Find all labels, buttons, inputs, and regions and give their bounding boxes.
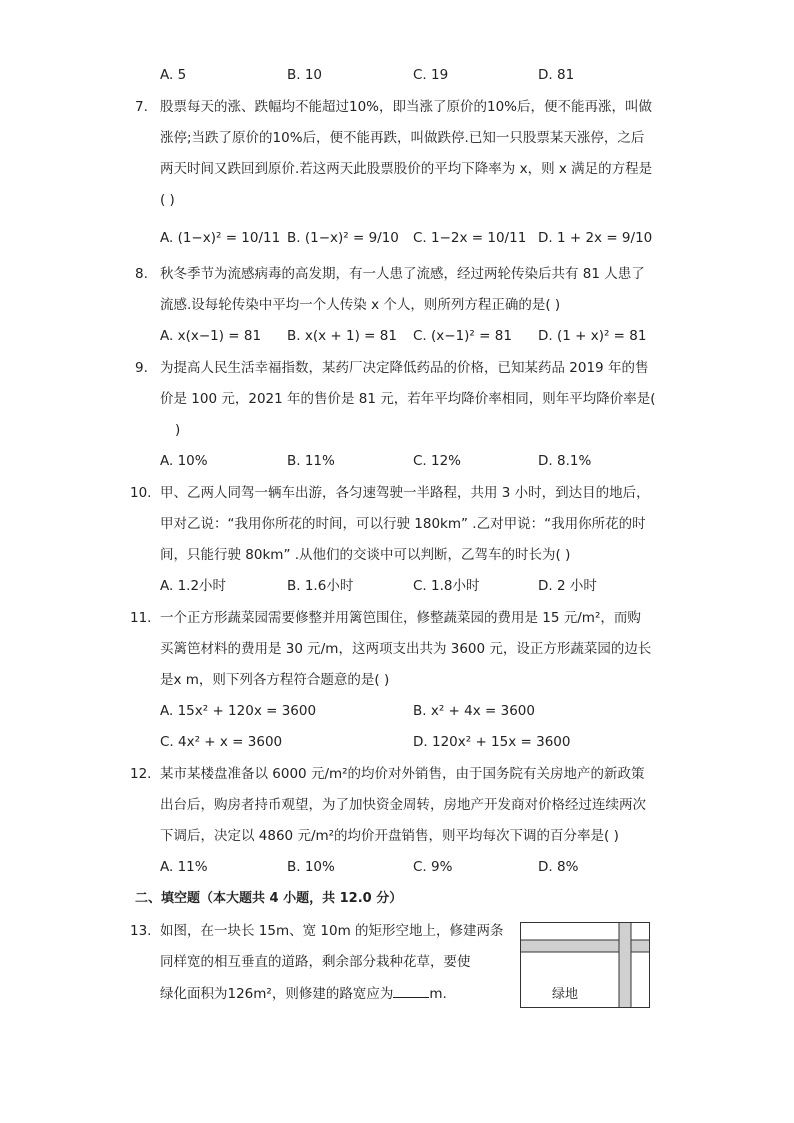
q8-option-a: A. x(x−1) = 81 bbox=[160, 328, 262, 344]
q12-line-1: 某市某楼盘准备以 6000 元/m²的均价对外销售，由于国务院有关房地产的新政策 bbox=[160, 766, 645, 782]
q10-option-b: B. 1.6小时 bbox=[287, 578, 354, 594]
q9-option-a: A. 10% bbox=[160, 453, 208, 469]
q13-answer-blank[interactable] bbox=[393, 983, 429, 998]
q12-option-c: C. 9% bbox=[413, 859, 453, 875]
q12-option-d: D. 8% bbox=[538, 859, 579, 875]
q9-line-1: 为提高人民生活幸福指数，某药厂决定降低药品的价格，已知某药品 2019 年的售 bbox=[160, 360, 649, 376]
q7-number: 7. bbox=[135, 99, 148, 115]
q13-line-3-text: 绿化面积为126m²，则修建的路宽应为 bbox=[160, 986, 394, 1002]
q11-number: 11. bbox=[130, 610, 152, 626]
q10-line-1: 甲、乙两人同驾一辆车出游，各匀速驾驶一半路程，共用 3 小时，到达目的地后， bbox=[160, 485, 650, 501]
q12-option-a: A. 11% bbox=[160, 859, 208, 875]
q9-line-3: ) bbox=[175, 422, 181, 438]
q12-number: 12. bbox=[130, 766, 152, 782]
q7-option-c: C. 1−2x = 10/11 bbox=[413, 230, 527, 246]
q7-line-3: 两天时间又跌回到原价.若这两天此股票股价的平均下降率为 x，则 x 满足的方程是 bbox=[160, 161, 653, 177]
q8-option-c: C. (x−1)² = 81 bbox=[413, 328, 512, 344]
q10-option-d: D. 2 小时 bbox=[538, 578, 597, 594]
q13-unit: m. bbox=[429, 986, 447, 1002]
q8-option-d: D. (1 + x)² = 81 bbox=[538, 328, 647, 344]
q11-option-b: B. x² + 4x = 3600 bbox=[413, 703, 535, 719]
q11-option-c: C. 4x² + x = 3600 bbox=[160, 734, 283, 750]
q8-line-1: 秋冬季节为流感病毒的高发期，有一人患了流感，经过两轮传染后共有 81 人患了 bbox=[160, 266, 645, 282]
green-area-label: 绿地 bbox=[552, 987, 579, 1002]
q12-option-b: B. 10% bbox=[287, 859, 335, 875]
q12-line-3: 下调后，决定以 4860 元/m²的均价开盘销售，则平均每次下调的百分率是( ) bbox=[160, 828, 619, 844]
q10-line-3: 间，只能行驶 80km” .从他们的交谈中可以判断，乙驾车的时长为( ) bbox=[160, 547, 571, 563]
q10-option-a: A. 1.2小时 bbox=[160, 578, 227, 594]
q6-option-a: A. 5 bbox=[160, 67, 187, 83]
q7-option-d: D. 1 + 2x = 9/10 bbox=[538, 230, 653, 246]
q7-option-b: B. (1−x)² = 9/10 bbox=[287, 230, 399, 246]
q6-option-c: C. 19 bbox=[413, 67, 449, 83]
q12-line-2: 出台后，购房者持币观望，为了加快资金周转，房地产开发商对价格经过连续两次 bbox=[160, 797, 646, 813]
q10-number: 10. bbox=[130, 485, 152, 501]
q13-line-1: 如图，在一块长 15m、宽 10m 的矩形空地上，修建两条 bbox=[160, 923, 504, 939]
q11-option-a: A. 15x² + 120x = 3600 bbox=[160, 703, 317, 719]
q13-figure bbox=[520, 922, 650, 1008]
q11-option-d: D. 120x² + 15x = 3600 bbox=[413, 734, 571, 750]
q11-line-3: 是x m，则下列各方程符合题意的是( ) bbox=[160, 672, 390, 688]
q11-line-2: 买篱笆材料的费用是 30 元/m，这两项支出共为 3600 元，设正方形蔬菜园的边长 bbox=[160, 641, 652, 657]
q13-number: 13. bbox=[130, 923, 152, 939]
q8-option-b: B. x(x + 1) = 81 bbox=[287, 328, 397, 344]
q9-option-d: D. 8.1% bbox=[538, 453, 592, 469]
vertical-road bbox=[619, 923, 631, 1008]
q13-line-2: 同样宽的相互垂直的道路，剩余部分栽种花草，要使 bbox=[160, 954, 471, 970]
q9-line-2: 价是 100 元，2021 年的售价是 81 元，若年平均降价率相同，则年平均降价率是( bbox=[160, 391, 656, 407]
q13-line-3 bbox=[160, 983, 447, 1004]
q13-figure-diagram bbox=[520, 922, 650, 1008]
q10-option-c: C. 1.8小时 bbox=[413, 578, 480, 594]
q9-option-b: B. 11% bbox=[287, 453, 335, 469]
q8-line-2: 流感.设每轮传染中平均一个人传染 x 个人，则所列方程正确的是( ) bbox=[160, 297, 561, 313]
q8-number: 8. bbox=[135, 266, 148, 282]
q7-line-2: 涨停;当跌了原价的10%后，便不能再跌，叫做跌停.已知一只股票某天涨停，之后 bbox=[160, 130, 645, 146]
q9-option-c: C. 12% bbox=[413, 453, 462, 469]
q6-option-b: B. 10 bbox=[287, 67, 323, 83]
q7-line-4: ( ) bbox=[160, 192, 175, 208]
q9-number: 9. bbox=[135, 360, 148, 376]
q6-option-d: D. 81 bbox=[538, 67, 575, 83]
q11-line-1: 一个正方形蔬菜园需要修整并用篱笆围住，修整蔬菜园的费用是 15 元/m²，而购 bbox=[160, 610, 641, 626]
q7-option-a: A. (1−x)² = 10/11 bbox=[160, 230, 281, 246]
q10-line-2: 甲对乙说：“我用你所花的时间，可以行驶 180km” .乙对甲说：“我用你所花的时 bbox=[160, 516, 646, 532]
section-title-fill-blank: 二、填空题（本大题共 4 小题，共 12.0 分） bbox=[135, 891, 403, 906]
q7-line-1: 股票每天的涨、跌幅均不能超过10%，即当涨了原价的10%后，便不能再涨，叫做 bbox=[160, 99, 653, 115]
